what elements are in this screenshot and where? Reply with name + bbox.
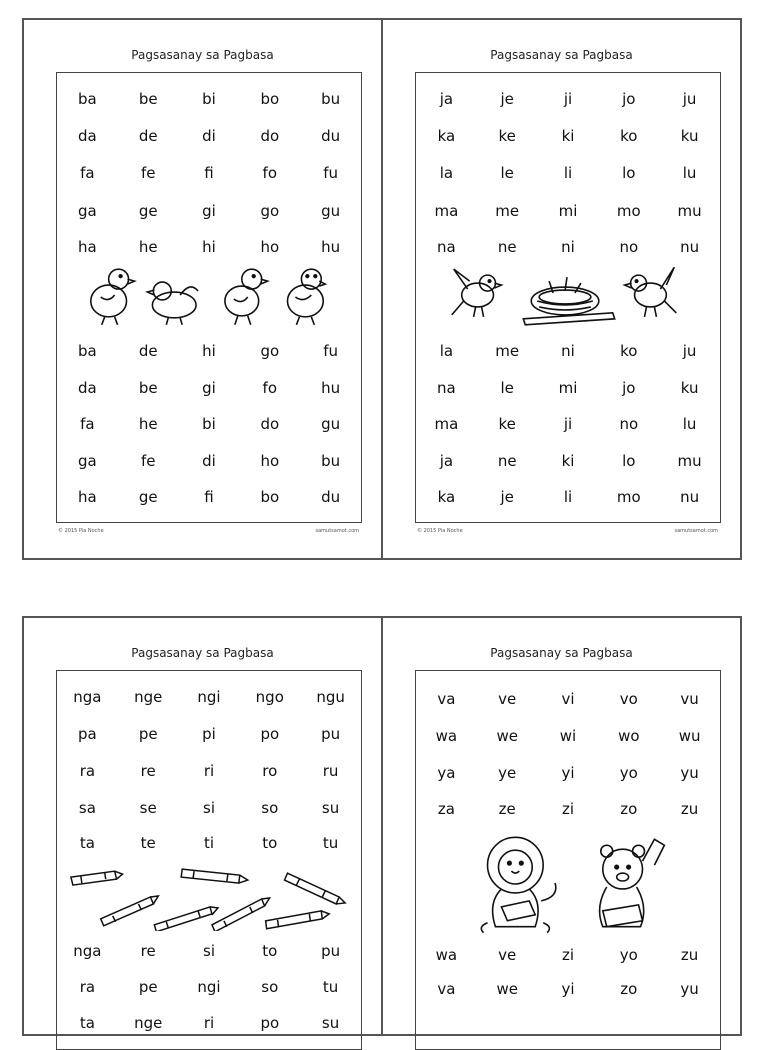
syllable: va [437,980,456,998]
syllable: ngi [197,688,221,706]
syllable: si [203,942,215,960]
syllable: ke [498,127,516,145]
lion-drawing [481,837,555,932]
syllable-row [57,414,361,434]
syllable: me [495,342,520,360]
syllable: ke [498,415,516,433]
worksheet-sheet-bottom [22,616,742,1036]
syllable: ra [79,978,96,996]
syllable: mi [558,379,578,397]
syllable: ka [437,488,456,506]
syllable: si [203,799,215,817]
syllable: pe [138,725,158,743]
syllable-row [57,378,361,398]
syllable: zi [561,946,575,964]
panel-title: Pagsasanay sa Pagbasa [131,646,274,660]
syllable: ne [497,452,517,470]
syllable-row [57,724,361,744]
syllable: mi [558,202,578,220]
syllable: vo [619,690,638,708]
syllable: di [202,127,216,145]
syllable: ye [498,764,517,782]
syllable-row [57,451,361,471]
syllable: we [496,980,518,998]
syllable: fu [323,164,338,182]
syllable: se [139,799,157,817]
syllable-box [415,670,721,1050]
syllable: fi [204,164,214,182]
syllable-row [416,163,720,183]
bird-drawing [452,269,502,317]
syllable: re [140,942,156,960]
syllable-row [416,487,720,507]
syllable-row [57,237,361,257]
syllable: ku [680,127,699,145]
syllable: be [138,379,158,397]
syllable: lo [622,164,636,182]
syllable: ri [203,1014,215,1032]
syllable: ti [203,834,215,852]
syllable: do [260,127,280,145]
syllable: jo [622,90,636,108]
syllable: pu [321,942,341,960]
syllable-row [57,201,361,221]
chick-drawing [287,269,325,325]
syllable: ha [78,238,97,256]
syllable: ve [498,946,517,964]
syllable: so [261,799,279,817]
syllable: fo [262,164,278,182]
crayon-drawing [154,907,218,931]
syllable: nu [680,488,700,506]
syllable: ho [260,452,280,470]
syllable: hu [321,379,341,397]
syllable: ha [78,488,97,506]
syllable: ni [561,342,575,360]
syllable: zo [620,800,638,818]
syllable: ta [79,1014,95,1032]
syllable: fa [80,164,95,182]
worksheet-panel-2 [383,20,740,558]
syllable: de [138,342,158,360]
footer-site: samutsamot.com [674,528,718,534]
bear-drawing [600,839,665,926]
syllable-row [57,687,361,707]
syllable: nge [134,688,163,706]
syllable: po [260,725,280,743]
syllable: yu [680,980,699,998]
syllable: de [138,127,158,145]
panel-title: Pagsasanay sa Pagbasa [131,48,274,62]
chick-drawing [225,269,268,325]
syllable: mu [677,202,702,220]
syllable: me [495,202,520,220]
syllable: gu [321,415,341,433]
syllable: ji [563,90,573,108]
worksheet-panel-4 [383,618,740,1034]
syllable: ra [79,762,96,780]
syllable: la [439,342,454,360]
syllable-row [57,761,361,781]
crayon-drawing [212,898,270,931]
syllable-row [416,341,720,361]
crayon-drawing [266,911,330,929]
syllable-box [415,72,721,523]
syllable: ngo [255,688,284,706]
syllable-row [416,979,720,999]
syllable: do [260,415,280,433]
syllable: mo [616,488,641,506]
syllable: za [437,800,455,818]
syllable: be [138,90,158,108]
nest-drawing [523,277,614,325]
syllable-row [416,799,720,819]
syllable-row [57,163,361,183]
footer-copyright: © 2015 Pia Noche [58,528,104,534]
syllable: ki [561,127,575,145]
syllable-row [57,977,361,997]
syllable: hi [202,342,216,360]
syllable: wu [678,727,701,745]
syllable: nu [680,238,700,256]
syllable: ve [498,690,517,708]
syllable: ne [497,238,517,256]
syllable: pu [321,725,341,743]
syllable: gi [202,379,216,397]
syllable: nge [134,1014,163,1032]
syllable: to [262,942,278,960]
syllable: he [138,415,158,433]
syllable: ze [498,800,516,818]
crayon-drawing [71,871,123,885]
syllable-row [57,341,361,361]
syllable: wa [435,727,458,745]
syllable: ju [682,90,697,108]
syllable-row [57,126,361,146]
syllable: bu [321,90,341,108]
syllable: ga [78,202,97,220]
syllable: fa [80,415,95,433]
crayon-drawing [101,896,159,926]
chick-drawing [91,269,135,325]
syllable: mu [677,452,702,470]
syllable-row [416,689,720,709]
syllable-row [57,487,361,507]
syllable: wo [618,727,640,745]
syllable: le [500,379,514,397]
worksheet-panel-1 [24,20,381,558]
syllable: li [563,488,573,506]
syllable-row [57,89,361,109]
syllable: pi [202,725,216,743]
syllable-row [57,1013,361,1033]
syllable: da [78,379,97,397]
syllable-row [416,89,720,109]
crayon-drawing [181,869,248,883]
syllable: zo [620,980,638,998]
syllable-row [416,945,720,965]
syllable: ngu [316,688,345,706]
worksheet-panel-3 [24,618,381,1034]
syllable: lo [622,452,636,470]
syllable: ji [563,415,573,433]
syllable: yi [561,980,575,998]
syllable: ki [561,452,575,470]
syllable: bo [260,90,280,108]
syllable: yu [680,764,699,782]
syllable: bu [321,452,341,470]
syllable: we [496,727,518,745]
syllable: pa [78,725,97,743]
syllable-row [416,378,720,398]
syllable: ja [439,452,454,470]
syllable-row [57,798,361,818]
footer-site: samutsamot.com [315,528,359,534]
syllable: di [202,452,216,470]
syllable: so [261,978,279,996]
syllable: je [500,488,514,506]
syllable: ya [437,764,456,782]
panel-title: Pagsasanay sa Pagbasa [490,646,633,660]
syllable: fi [204,488,214,506]
syllable: ri [203,762,215,780]
syllable: vi [561,690,575,708]
syllable-row [57,833,361,853]
syllable: go [260,202,280,220]
syllable: gu [321,202,341,220]
syllable: ta [79,834,95,852]
lion-bear-reading-illustration [416,831,720,935]
syllable: le [500,164,514,182]
syllable: ju [682,342,697,360]
crayons-illustration [57,859,361,931]
syllable: zi [561,800,575,818]
syllable: no [619,415,639,433]
syllable: ko [620,127,638,145]
syllable: la [439,164,454,182]
syllable: jo [622,379,636,397]
syllable: wa [435,946,458,964]
syllable: yi [561,764,575,782]
syllable: fe [140,452,156,470]
syllable: go [260,342,280,360]
syllable: bi [202,415,216,433]
syllable: yo [619,764,638,782]
syllable: wi [559,727,577,745]
syllable: nga [73,942,102,960]
syllable: ba [78,90,97,108]
syllable: na [437,238,456,256]
syllable: pe [138,978,158,996]
syllable: ba [78,342,97,360]
bird-drawing [625,267,677,317]
syllable: he [138,238,158,256]
syllable: su [321,1014,340,1032]
syllable-row [416,201,720,221]
syllable: fu [323,342,338,360]
syllable: fo [262,379,278,397]
panel-title: Pagsasanay sa Pagbasa [490,48,633,62]
syllable: ma [434,415,459,433]
syllable: du [321,488,341,506]
syllable: ro [262,762,278,780]
syllable: te [140,834,156,852]
syllable-row [416,451,720,471]
syllable: vu [680,690,699,708]
syllable: je [500,90,514,108]
syllable-row [416,726,720,746]
syllable: po [260,1014,280,1032]
syllable: ko [620,342,638,360]
syllable-row [416,763,720,783]
syllable: ga [78,452,97,470]
syllable: to [262,834,278,852]
syllable: fe [140,164,156,182]
crayon-drawing [285,873,346,904]
syllable: ge [138,202,158,220]
birds-nest-illustration [416,261,720,331]
syllable-row [416,237,720,257]
syllable: ka [437,127,456,145]
syllable-row [416,414,720,434]
syllable: nga [73,688,102,706]
syllable: ngi [197,978,221,996]
syllable: ku [680,379,699,397]
syllable: ni [561,238,575,256]
footer-copyright: © 2015 Pia Noche [417,528,463,534]
syllable: li [563,164,573,182]
syllable-row [57,941,361,961]
syllable-row [416,126,720,146]
syllable: mo [616,202,641,220]
syllable: ge [138,488,158,506]
syllable: gi [202,202,216,220]
syllable: tu [322,978,339,996]
syllable: tu [322,834,339,852]
syllable: zu [680,946,699,964]
syllable: ja [439,90,454,108]
syllable: re [140,762,156,780]
syllable-box [56,670,362,1050]
syllable: bo [260,488,280,506]
syllable: du [321,127,341,145]
chick-drawing [147,282,198,325]
syllable: lu [682,164,697,182]
syllable: bi [202,90,216,108]
syllable: na [437,379,456,397]
syllable: da [78,127,97,145]
syllable: ru [322,762,339,780]
syllable-box [56,72,362,523]
syllable: va [437,690,456,708]
syllable: yo [619,946,638,964]
syllable: hi [202,238,216,256]
chicks-illustration [57,261,361,331]
syllable: zu [680,800,699,818]
syllable: ho [260,238,280,256]
syllable: lu [682,415,697,433]
worksheet-sheet-top [22,18,742,560]
syllable: su [321,799,340,817]
syllable: sa [78,799,96,817]
syllable: ma [434,202,459,220]
syllable: no [619,238,639,256]
syllable: hu [321,238,341,256]
